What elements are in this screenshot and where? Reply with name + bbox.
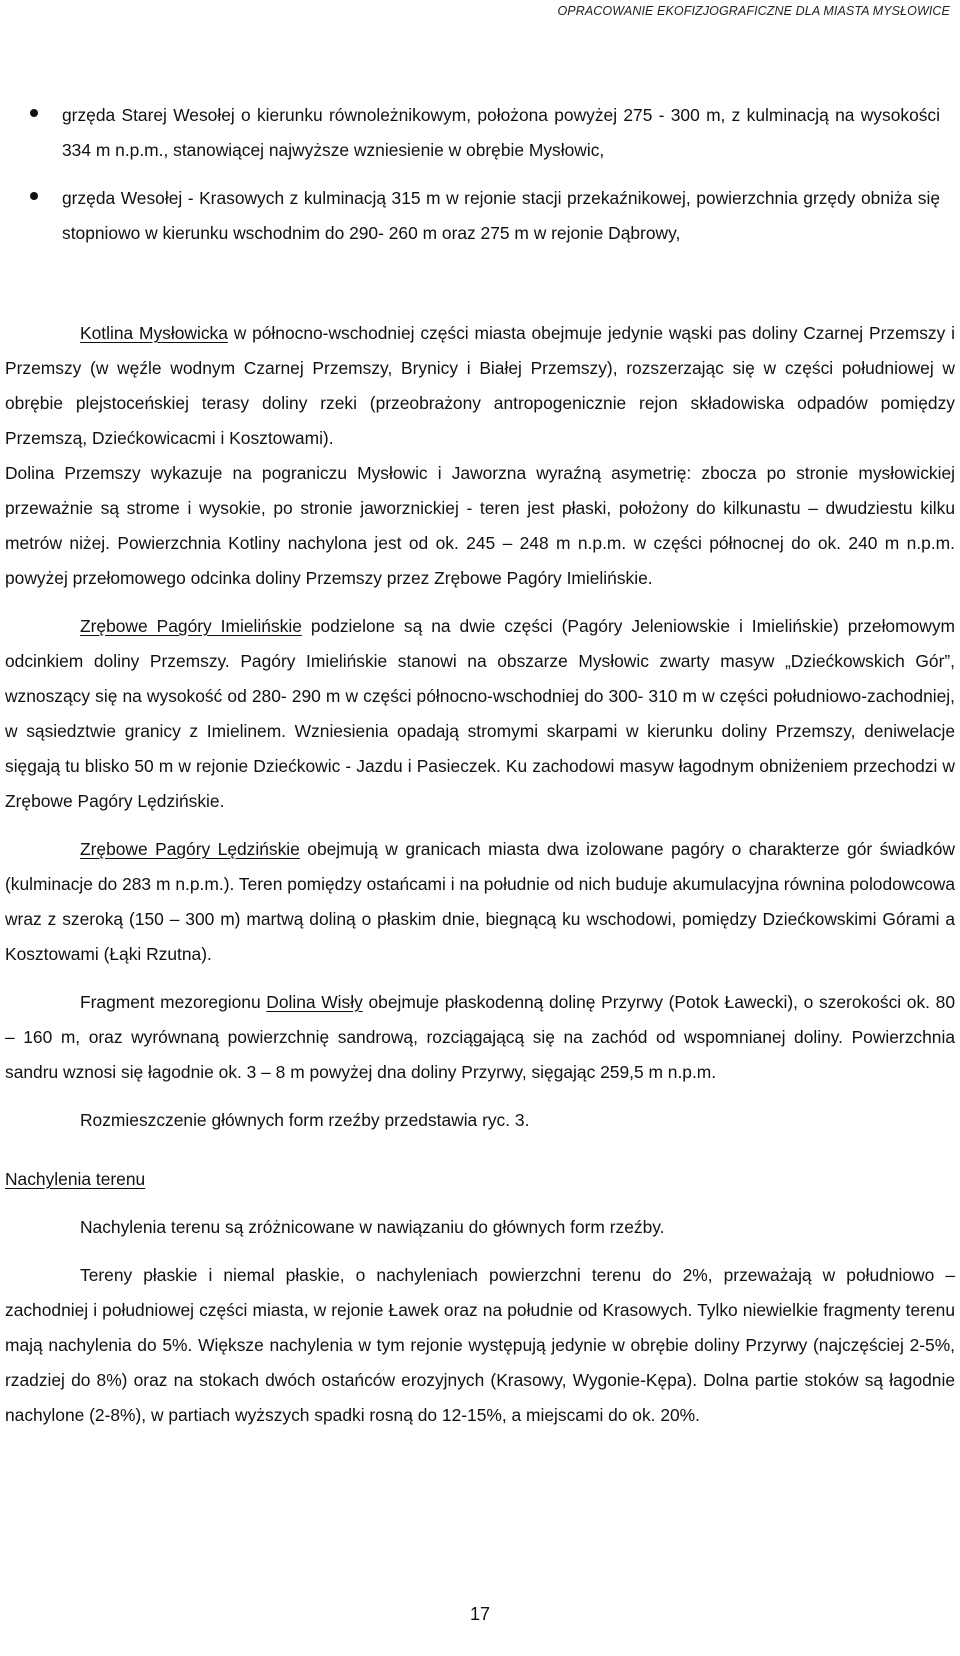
term-pagory-imielinskie: Zrębowe Pagóry Imielińskie (80, 616, 302, 636)
bullet-list (30, 98, 940, 251)
section-heading (5, 1162, 955, 1197)
document-body (5, 316, 955, 1433)
paragraph-rozmieszczenie: Rozmieszczenie głównych form rzeźby przedstawia ryc. 3. (80, 1110, 530, 1130)
list-item: grzęda Wesołej - Krasowych z kulminacją 315 m w rejonie stacji przekaźnikowej, powierzchnia grzędy obniża się stopniowo w kierunku wschodnim do 290- 260 m oraz 275 m w rejonie Dąbrowy, (30, 181, 940, 251)
term-kotlina-myslowicka: Kotlina Mysłowicka (80, 323, 228, 343)
paragraph-ledzinskie (5, 832, 955, 972)
paragraph-dolina-przemszy: Dolina Przemszy wykazuje na pograniczu Mysłowic i Jaworzna wyraźną asymetrię: zbocza po stronie mysłowickiej przeważnie są strome i wysokie, po stronie jaworznickiej - teren jest płaski, położony do kilkunastu – dwudziestu kilku metrów niżej. Powierzchnia Kotliny nachylona jest od ok. 245 – 248 m n.p.m. w części północnej do ok. 240 m n.p.m. powyżej przełomowego odcinka doliny Przemszy przez Zrębowe Pagóry Imielińskie. (5, 463, 955, 588)
paragraph-text: obejmuje płaskodenną dolinę Przyrwy (Potok Ławecki), o szerokości ok. 80 – 160 m, oraz wyrównaną powierzchnię sandrową, rozciągającą się na zachód od wspomnianej doliny. Powierzchnia sandru wznosi się łagodnie ok. 3 – 8 m powyżej dna doliny Przyrwy, sięgając 259,5 m n.p.m. (5, 992, 956, 1082)
paragraph-text: Fragment mezoregionu (80, 992, 267, 1012)
page-number: 17 (469, 1604, 491, 1624)
paragraph-text: w północno-wschodniej części miasta obejmuje jedynie wąski pas doliny Czarnej Przemszy i Przemszy (w węźle wodnym Czarnej Przemszy, Brynicy i Białej Przemszy), rozszerzając się w części południowej w obrębie plejstoceńskiej terasy doliny rzeki (przeobrażony antropogenicznie rejon składowiska odpadów pomiędzy Przemszą, Dziećkowicacmi i Kosztowami). (5, 323, 955, 448)
heading-nachylenia-terenu: Nachylenia terenu (5, 1169, 146, 1189)
term-pagory-ledzinskie: Zrębowe Pagóry Lędzińskie (80, 839, 300, 859)
paragraph-nachylenia-intro: Nachylenia terenu są zróżnicowane w nawiązaniu do głównych form rzeźby. (80, 1217, 665, 1237)
paragraph-imielinskie (5, 609, 955, 819)
paragraph-text: obejmują w granicach miasta dwa izolowane pagóry o charakterze gór świadków (kulminacje do 283 m n.p.m.). Teren pomiędzy ostańcami i na południe od nich buduje akumulacyjna równina polodowcowa wraz z szeroką (150 – 300 m) martwą doliną o płaskim dnie, biegnącą ku wschodowi, pomiędzy Dziećkowskimi Górami a Kosztowami (Łąki Rzutna). (5, 839, 955, 964)
paragraph-text: podzielone są na dwie części (Pagóry Jeleniowskie i Imielińskie) przełomowym odcinkiem doliny Przemszy. Pagóry Imielińskie stanowi na obszarze Mysłowic zwarty masyw „Dziećkowskich Gór”, wznoszący się na wysokość od 280- 290 m w części północno-wschodniej do 300- 310 m w części południowo-zachodniej, w sąsiedztwie granicy z Imielinem. Wzniesienia opadają stromymi skarpami w kierunku doliny Przemszy, deniwelacje sięgają tu blisko 50 m w rejonie Dziećkowic - Jazdu i Pasieczek. Ku zachodowi masyw łagodnym obniżeniem przechodzi w Zrębowe Pagóry Lędzińskie. (5, 616, 955, 811)
paragraph-nachylenia: Tereny płaskie i niemal płaskie, o nachyleniach powierzchni terenu do 2%, przeważają w południowo – zachodniej i południowej części miasta, w rejonie Ławek oraz na południe od Krasowych. Tylko niewielkie fragmenty terenu mają nachylenia do 5%. Większe nachylenia w tym rejonie występują jedynie w obrębie doliny Przyrwy (najczęściej 2-5%, rzadziej do 8%) oraz na stokach dwóch ostańców erozyjnych (Krasowy, Wygonie-Kępa). Dolna partie stoków są łagodnie nachylone (2-8%), w partiach wyższych spadki rosną do 12-15%, a miejscami do ok. 20%. (5, 1265, 955, 1425)
paragraph-dolina-wisly (5, 985, 955, 1090)
term-dolina-wisly: Dolina Wisły (266, 992, 363, 1012)
paragraph-kotlina (5, 316, 955, 456)
running-header: OPRACOWANIE EKOFIZJOGRAFICZNE DLA MIASTA MYSŁOWICE (557, 4, 950, 18)
list-item: grzęda Starej Wesołej o kierunku równoleżnikowym, położona powyżej 275 - 300 m, z kulminacją na wysokości 334 m n.p.m., stanowiącej najwyższe wzniesienie w obrębie Mysłowic, (30, 98, 940, 168)
